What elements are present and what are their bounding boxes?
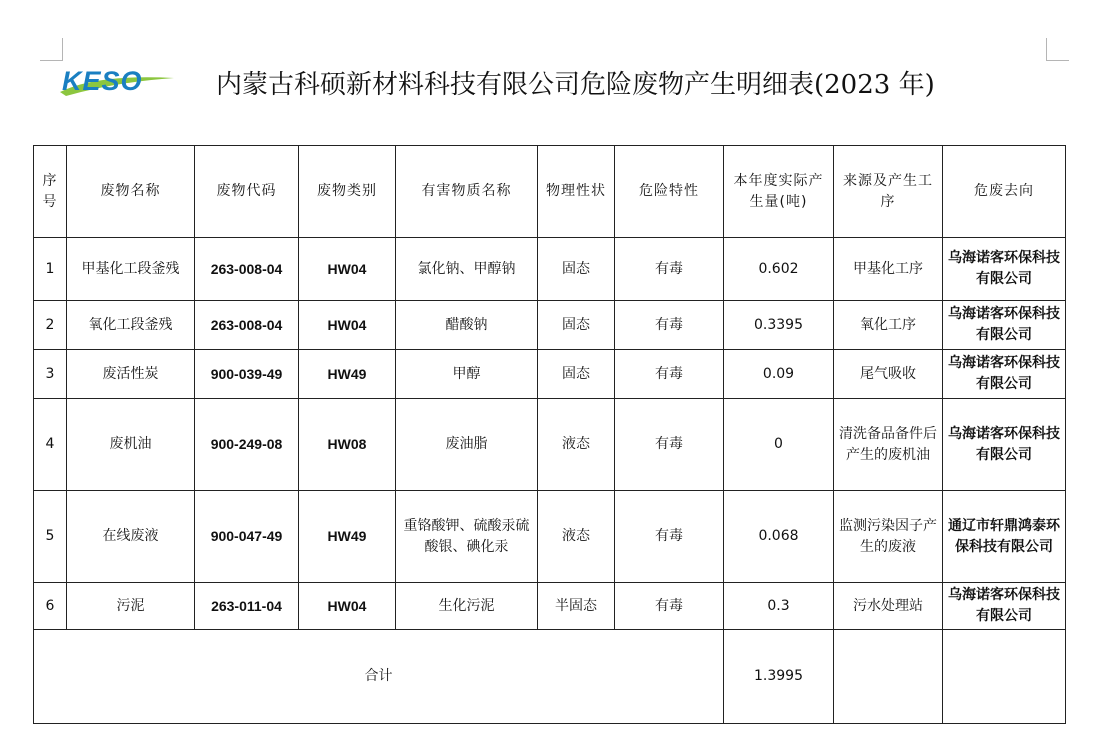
- cell-hazard: 有毒: [615, 399, 724, 491]
- table-row: [34, 301, 1066, 350]
- cell-name: 甲基化工段釜残: [67, 238, 195, 301]
- cell-state: 固态: [538, 301, 615, 350]
- cell-name: 废机油: [67, 399, 195, 491]
- cell-substance: 甲醇: [396, 350, 538, 399]
- table-total-row: [34, 630, 1066, 724]
- cell-substance: 重铬酸钾、硫酸汞硫酸银、碘化汞: [396, 491, 538, 583]
- cell-destination: 乌海诺客环保科技有限公司: [943, 301, 1066, 350]
- header-code: 废物代码: [195, 146, 299, 238]
- header-hazard: 危险特性: [615, 146, 724, 238]
- cell-amount: 0.3395: [724, 301, 834, 350]
- total-label: 合计: [34, 630, 724, 724]
- cell-substance: 氯化钠、甲醇钠: [396, 238, 538, 301]
- cell-source: 污水处理站: [834, 583, 943, 630]
- page-corner-mark-top-right: [1046, 38, 1069, 61]
- cell-destination: 乌海诺客环保科技有限公司: [943, 399, 1066, 491]
- cell-category: HW08: [299, 399, 396, 491]
- cell-destination: 乌海诺客环保科技有限公司: [943, 238, 1066, 301]
- cell-source: 清洗备品备件后产生的废机油: [834, 399, 943, 491]
- cell-amount: 0.068: [724, 491, 834, 583]
- header-state: 物理性状: [538, 146, 615, 238]
- cell-category: HW49: [299, 491, 396, 583]
- page-corner-mark-top-left: [40, 38, 63, 61]
- cell-name: 废活性炭: [67, 350, 195, 399]
- cell-destination: 乌海诺客环保科技有限公司: [943, 350, 1066, 399]
- cell-code: 900-047-49: [195, 491, 299, 583]
- cell-source: 氧化工序: [834, 301, 943, 350]
- cell-substance: 废油脂: [396, 399, 538, 491]
- cell-no: 5: [34, 491, 67, 583]
- total-empty-cell: [943, 630, 1066, 724]
- cell-amount: 0.09: [724, 350, 834, 399]
- cell-no: 4: [34, 399, 67, 491]
- cell-state: 液态: [538, 399, 615, 491]
- cell-code: 263-011-04: [195, 583, 299, 630]
- table-row: [34, 350, 1066, 399]
- logo-text: KESO: [62, 66, 143, 96]
- document-title: 内蒙古科硕新材料科技有限公司危险废物产生明细表(2023 年): [216, 70, 935, 100]
- cell-no: 2: [34, 301, 67, 350]
- total-empty-cell: [834, 630, 943, 724]
- cell-category: HW04: [299, 583, 396, 630]
- cell-name: 氧化工段釜残: [67, 301, 195, 350]
- cell-substance: 醋酸钠: [396, 301, 538, 350]
- cell-source: 尾气吸收: [834, 350, 943, 399]
- header-destination: 危废去向: [943, 146, 1066, 238]
- cell-no: 6: [34, 583, 67, 630]
- cell-category: HW49: [299, 350, 396, 399]
- cell-category: HW04: [299, 238, 396, 301]
- cell-code: 263-008-04: [195, 238, 299, 301]
- cell-hazard: 有毒: [615, 301, 724, 350]
- cell-no: 1: [34, 238, 67, 301]
- total-value: 1.3995: [724, 630, 834, 724]
- header-category: 废物类别: [299, 146, 396, 238]
- keso-logo: [56, 62, 176, 98]
- header-amount: 本年度实际产生量(吨): [724, 146, 834, 238]
- cell-hazard: 有毒: [615, 238, 724, 301]
- cell-category: HW04: [299, 301, 396, 350]
- table-row: [34, 399, 1066, 491]
- cell-code: 900-249-08: [195, 399, 299, 491]
- cell-amount: 0.602: [724, 238, 834, 301]
- hazardous-waste-table: [33, 145, 1066, 724]
- table-header-row: [34, 146, 1066, 238]
- cell-source: 甲基化工序: [834, 238, 943, 301]
- cell-amount: 0: [724, 399, 834, 491]
- cell-state: 半固态: [538, 583, 615, 630]
- table-row: [34, 238, 1066, 301]
- cell-destination: 乌海诺客环保科技有限公司: [943, 583, 1066, 630]
- cell-state: 固态: [538, 350, 615, 399]
- cell-code: 900-039-49: [195, 350, 299, 399]
- cell-substance: 生化污泥: [396, 583, 538, 630]
- cell-code: 263-008-04: [195, 301, 299, 350]
- cell-name: 污泥: [67, 583, 195, 630]
- header-source: 来源及产生工序: [834, 146, 943, 238]
- cell-destination: 通辽市轩鼎鸿泰环保科技有限公司: [943, 491, 1066, 583]
- header-substance: 有害物质名称: [396, 146, 538, 238]
- header-name: 废物名称: [67, 146, 195, 238]
- cell-hazard: 有毒: [615, 350, 724, 399]
- cell-amount: 0.3: [724, 583, 834, 630]
- cell-source: 监测污染因子产生的废液: [834, 491, 943, 583]
- cell-state: 固态: [538, 238, 615, 301]
- cell-hazard: 有毒: [615, 491, 724, 583]
- table-row: [34, 491, 1066, 583]
- cell-hazard: 有毒: [615, 583, 724, 630]
- cell-state: 液态: [538, 491, 615, 583]
- cell-name: 在线废液: [67, 491, 195, 583]
- table-row: [34, 583, 1066, 630]
- cell-no: 3: [34, 350, 67, 399]
- header-no: 序号: [34, 146, 67, 238]
